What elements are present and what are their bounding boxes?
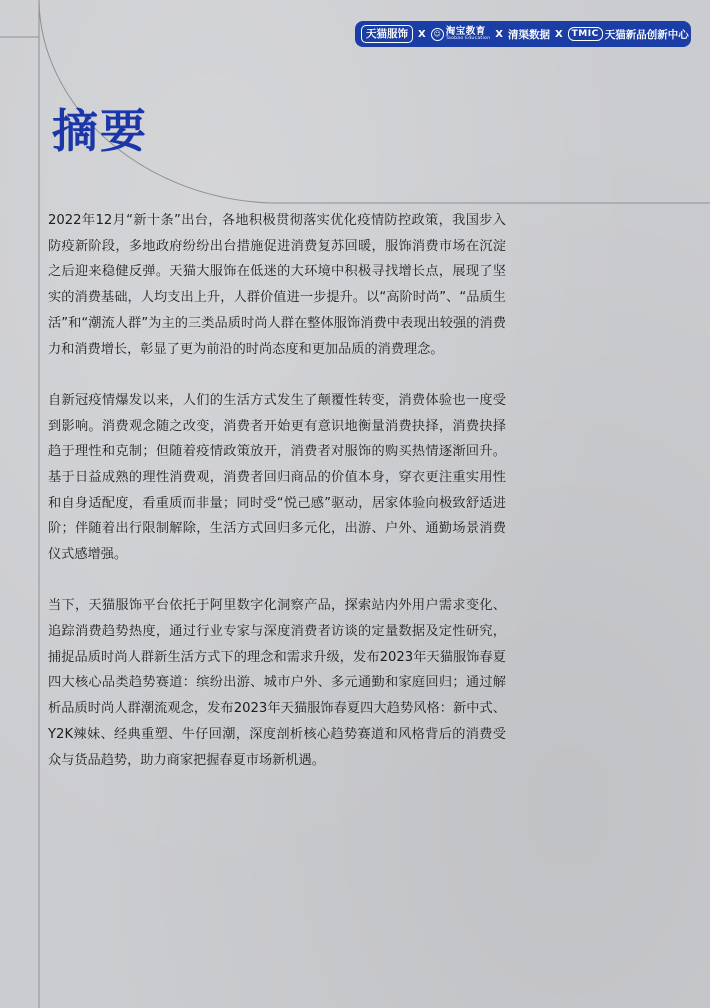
logo-separator: X bbox=[554, 28, 563, 40]
taobao-circle-icon: ☺ bbox=[431, 28, 444, 41]
logo-separator: X bbox=[418, 28, 426, 40]
qingqu-data-logo: 清渠数据 bbox=[507, 28, 550, 41]
decorative-arc-continuation bbox=[270, 198, 710, 203]
partner-logo-banner bbox=[355, 21, 691, 47]
taobao-education-text bbox=[446, 27, 491, 41]
tmall-fashion-logo: 天猫服饰 bbox=[361, 25, 413, 43]
logo-separator: X bbox=[495, 28, 503, 40]
summary-paragraph: 2022年12月“新十条”出台，各地积极贯彻落实优化疫情防控政策，我国步入防疫新阶段，多地政府纷纷出台措施促进消费复苏回暖，服饰消费市场在沉淀之后迎来稳健反弹。天猫大服饰在低迷的大环境中积极寻找增长点，展现了坚实的消费基础，人均支出上升，人群价值进一步提升。以“高阶时尚”、“品质生活”和“潮流人群”为主的三类品质时尚人群在整体服饰消费中表现出较强的消费力和消费增长，彰显了更为前沿的时尚态度和更加品质的消费理念。 bbox=[48, 213, 506, 357]
tmic-name: 天猫新品创新中心 bbox=[604, 28, 689, 41]
taobao-education-logo bbox=[431, 27, 491, 41]
taobao-education-main: 淘宝教育 bbox=[445, 26, 486, 37]
taobao-education-sub: Taobao Education bbox=[445, 36, 491, 41]
summary-body bbox=[48, 208, 506, 799]
summary-paragraph: 自新冠疫情爆发以来，人们的生活方式发生了颠覆性转变，消费体验也一度受到影响。消费观念随之改变，消费者开始更有意识地衡量消费抉择，消费抉择趋于理性和克制；但随着疫情政策放开，消费者对服饰的购买热情逐渐回升。基于日益成熟的理性消费观，消费者回归商品的价值本身，穿衣更注重实用性和自身适配度，看重质而非量；同时受“悦己感”驱动，居家体验向极致舒适进阶；伴随着出行限制解除，生活方式回归多元化，出游、户外、通勤场景消费仪式感增强。 bbox=[48, 392, 506, 563]
tmic-logo-mark: TMIC bbox=[568, 27, 603, 41]
page-title: 摘要 bbox=[52, 104, 148, 158]
tmic-logo bbox=[568, 27, 689, 42]
summary-paragraph: 当下，天猫服饰平台依托于阿里数字化洞察产品，探索站内外用户需求变化、追踪消费趋势热度，通过行业专家与深度消费者访谈的定量数据及定性研究，捕捉品质时尚人群新生活方式下的理念和需求升级，发布2023年天猫服饰春夏四大核心品类趋势赛道：缤纷出游、城市户外、多元通勤和家庭回归；通过解析品质时尚人群潮流观念，发布2023年天猫服饰春夏四大趋势风格：新中式、Y2K辣妹、经典重塑、牛仔回潮，深度剖析核心趋势赛道和风格背后的消费受众与货品趋势，助力商家把握春夏市场新机遇。 bbox=[48, 598, 506, 768]
